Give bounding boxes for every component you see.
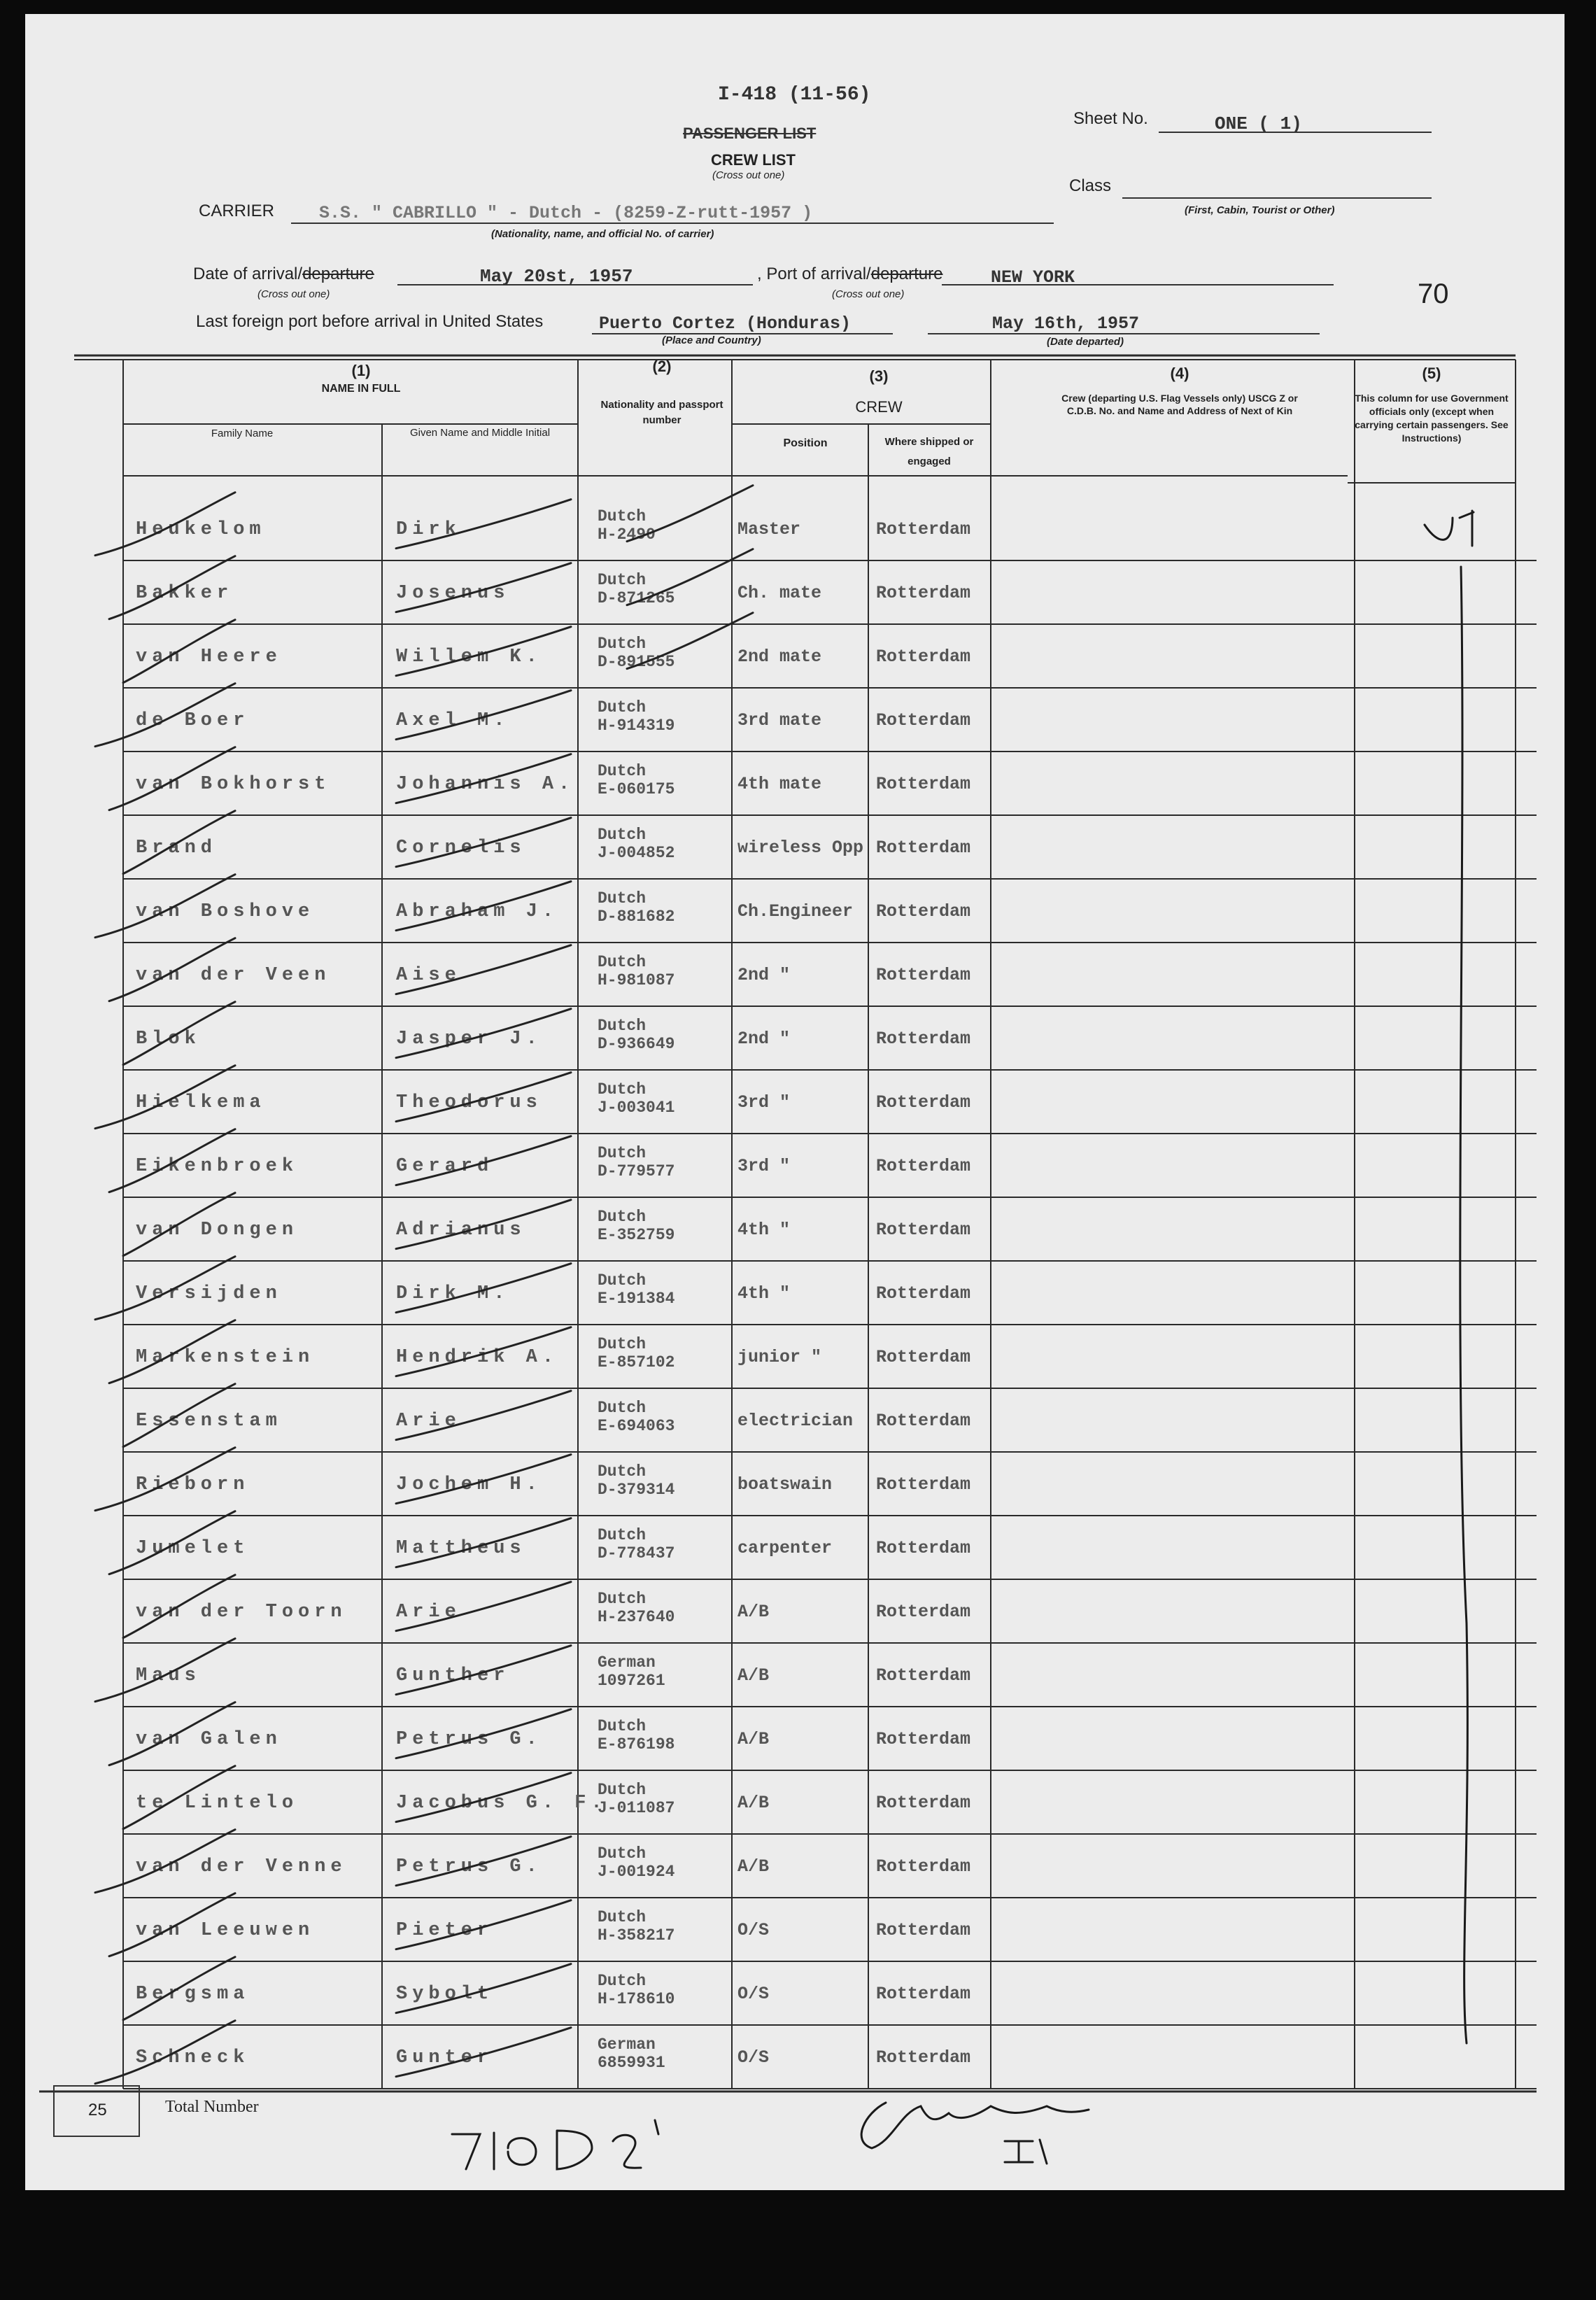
passport-number: D-871265 [598, 589, 675, 607]
check-mark [123, 1002, 235, 1065]
arrival-port-hint: (Cross out one) [832, 288, 905, 300]
given-name: Arie [396, 1411, 461, 1432]
shipped-at: Rotterdam [876, 710, 971, 731]
crew-position: 3rd " [737, 1092, 791, 1113]
crew-position: O/S [737, 2047, 770, 2068]
position-header: Position [783, 437, 828, 449]
check-mark [396, 2028, 571, 2077]
nationality: Dutch [598, 762, 647, 780]
shipped-at: Rotterdam [876, 1092, 971, 1113]
family-name: Markenstein [136, 1347, 315, 1368]
total-notation [452, 2120, 658, 2169]
col2-title: Nationality and passport number [600, 399, 723, 426]
given-name-header: Given Name and Middle Initial [409, 427, 551, 439]
shipped-at: Rotterdam [876, 1538, 971, 1558]
check-mark [123, 1957, 235, 2020]
shipped-at: Rotterdam [876, 1920, 971, 1940]
signature [861, 2103, 1089, 2164]
family-name: de Boer [136, 710, 250, 731]
check-mark [396, 627, 571, 676]
col2-number: (2) [652, 358, 672, 375]
family-name: van Leeuwen [136, 1920, 315, 1941]
shipped-at: Rotterdam [876, 1347, 971, 1367]
given-name: Dirk [396, 519, 461, 540]
shipped-at: Rotterdam [876, 647, 971, 667]
family-name: te Lintelo [136, 1793, 299, 1814]
passport-number: J-004852 [598, 844, 675, 862]
passport-number: H-178610 [598, 1990, 675, 2008]
check-mark [396, 1773, 571, 1822]
nationality: Dutch [598, 698, 647, 717]
crew-position: boatswain [737, 1474, 833, 1495]
given-name: Dirk M. [396, 1283, 510, 1304]
passport-number: H-914319 [598, 717, 675, 735]
check-mark [95, 1639, 235, 1702]
check-mark [396, 754, 571, 803]
list-cross-out-hint: (Cross out one) [712, 169, 785, 181]
class-hint: (First, Cabin, Tourist or Other) [1185, 204, 1335, 216]
check-mark [109, 1893, 235, 1956]
family-name: Maus [136, 1665, 201, 1686]
family-name: van Boshove [136, 901, 315, 922]
crew-position: A/B [737, 1856, 770, 1877]
given-name: Abraham J. [396, 901, 559, 922]
crew-position: 2nd mate [737, 647, 822, 667]
crew-position: 4th " [737, 1220, 791, 1240]
col5-title: This column for use Government officials only (except when carrying certain passengers. See Instructions) [1355, 393, 1509, 444]
last-port-hint: (Place and Country) [662, 334, 761, 346]
nationality: German [598, 2036, 656, 2054]
check-mark [396, 882, 571, 931]
check-mark [95, 875, 235, 938]
crew-position: A/B [737, 1729, 770, 1749]
passport-number: E-191384 [598, 1290, 675, 1308]
given-name: Cornelis [396, 838, 526, 859]
nationality: Dutch [598, 507, 647, 525]
passport-number: E-060175 [598, 780, 675, 798]
check-mark [396, 1136, 571, 1185]
arrival-date-value: May 20st, 1957 [480, 266, 633, 287]
official-column-marks [1425, 511, 1474, 2043]
nationality: Dutch [598, 1781, 647, 1799]
shipped-at: Rotterdam [876, 2047, 971, 2068]
nationality: Dutch [598, 1462, 647, 1481]
check-mark [396, 1200, 571, 1249]
col1-title: NAME IN FULL [321, 383, 401, 395]
shipped-at: Rotterdam [876, 1474, 971, 1495]
family-name: Heukelom [136, 519, 266, 540]
crew-position: 3rd mate [737, 710, 822, 731]
arrival-port-label: , Port of arrival/departure [757, 264, 943, 283]
given-name: Willem K. [396, 647, 542, 668]
family-name: van Heere [136, 647, 282, 668]
check-mark [123, 1193, 235, 1256]
passport-number: D-936649 [598, 1035, 675, 1053]
given-name: Petrus G. [396, 1856, 542, 1877]
family-name: Brand [136, 838, 218, 859]
check-mark [627, 549, 753, 605]
carrier-label: CARRIER [199, 202, 275, 220]
check-mark [123, 1575, 235, 1638]
nationality: German [598, 1653, 656, 1672]
check-mark [396, 1455, 571, 1504]
check-mark [396, 1837, 571, 1886]
shipped-at: Rotterdam [876, 1283, 971, 1304]
form-number: I-418 (11-56) [718, 84, 871, 106]
check-mark [396, 1264, 571, 1313]
passport-number: E-694063 [598, 1417, 675, 1435]
passenger-list-label: PASSENGER LIST [683, 125, 817, 142]
shipped-at: Rotterdam [876, 774, 971, 794]
crew-position: electrician [737, 1411, 854, 1431]
passport-number: H-981087 [598, 971, 675, 989]
check-mark [396, 500, 571, 549]
shipped-at: Rotterdam [876, 1602, 971, 1622]
check-mark [123, 620, 235, 683]
check-mark [123, 1384, 235, 1447]
check-mark [396, 1709, 571, 1758]
nationality: Dutch [598, 953, 647, 971]
shipped-at: Rotterdam [876, 1729, 971, 1749]
check-mark [396, 1964, 571, 2013]
carrier-hint: (Nationality, name, and official No. of carrier) [491, 228, 714, 240]
crew-position: wireless Opp [737, 838, 864, 858]
nationality: Dutch [598, 1717, 647, 1735]
shipped-at: Rotterdam [876, 901, 971, 922]
col4-number: (4) [1170, 365, 1189, 382]
shipped-at: Rotterdam [876, 1984, 971, 2004]
family-name-header: Family Name [211, 428, 274, 439]
nationality: Dutch [598, 826, 647, 844]
family-name: Bergsma [136, 1984, 250, 2005]
passport-number: D-881682 [598, 908, 675, 926]
shipped-at: Rotterdam [876, 1665, 971, 1686]
check-mark [109, 1129, 235, 1192]
given-name: Gerard [396, 1156, 494, 1177]
check-mark [396, 818, 571, 867]
passport-number: H-2490 [598, 525, 656, 544]
check-mark [95, 1257, 235, 1320]
sheet-value: ONE ( 1) [1215, 113, 1302, 134]
check-mark [627, 486, 753, 542]
check-mark [396, 1391, 571, 1440]
carrier-value: S.S. " CABRILLO " - Dutch - (8259-Z-rutt-1957 ) [319, 203, 813, 223]
check-mark [396, 1518, 571, 1567]
check-mark [109, 938, 235, 1001]
shipped-at: Rotterdam [876, 583, 971, 603]
given-name: Aise [396, 965, 461, 986]
check-mark [95, 684, 235, 747]
nationality: Dutch [598, 1144, 647, 1162]
shipped-at: Rotterdam [876, 1856, 971, 1877]
col1-number: (1) [351, 362, 371, 379]
nationality: Dutch [598, 1908, 647, 1926]
crew-position: A/B [737, 1793, 770, 1813]
check-mark [627, 613, 753, 669]
given-name: Arie [396, 1602, 461, 1623]
check-mark [123, 1766, 235, 1829]
nationality: Dutch [598, 635, 647, 653]
check-mark [95, 1448, 235, 1511]
shipped-at: Rotterdam [876, 1793, 971, 1813]
family-name: Schneck [136, 2047, 250, 2068]
family-name: Hielkema [136, 1092, 266, 1113]
departed-hint: (Date departed) [1047, 336, 1124, 348]
given-name: Axel M. [396, 710, 510, 731]
arrival-port-value: NEW YORK [991, 267, 1075, 288]
family-name: van Bokhorst [136, 774, 331, 795]
check-mark [109, 1702, 235, 1765]
shipped-at: Rotterdam [876, 838, 971, 858]
nationality: Dutch [598, 889, 647, 908]
last-port-label: Last foreign port before arrival in United States [196, 312, 544, 331]
check-mark [396, 1646, 571, 1695]
crew-position: O/S [737, 1920, 770, 1940]
total-value: 25 [88, 2101, 107, 2119]
col4-title: Crew (departing U.S. Flag Vessels only) USCG Z or C.D.B. No. and Name and Address of Next of Kin [1061, 393, 1298, 416]
family-name: Rieborn [136, 1474, 250, 1495]
nationality: Dutch [598, 1017, 647, 1035]
shipped-at: Rotterdam [876, 1220, 971, 1240]
col5-number: (5) [1422, 365, 1441, 382]
col3-title: CREW [855, 398, 903, 416]
last-port-value: Puerto Cortez (Honduras) [599, 313, 852, 334]
passport-number: D-779577 [598, 1162, 675, 1180]
family-name: Eikenbroek [136, 1156, 299, 1177]
class-label: Class [1069, 176, 1112, 195]
family-name: van der Toorn [136, 1602, 347, 1623]
passport-number: D-379314 [598, 1481, 675, 1499]
crew-position: Ch.Engineer [737, 901, 854, 922]
check-mark [396, 945, 571, 994]
passport-number: D-891555 [598, 653, 675, 671]
given-name: Jochem H. [396, 1474, 542, 1495]
col3-number: (3) [869, 367, 889, 385]
nationality: Dutch [598, 1972, 647, 1990]
given-name: Jacobus G. F. [396, 1793, 607, 1814]
passport-number: 6859931 [598, 2054, 665, 2072]
nationality: Dutch [598, 1590, 647, 1608]
document-page [25, 14, 1565, 2190]
arrival-date-label: Date of arrival/departure [193, 264, 374, 283]
shipped-at: Rotterdam [876, 519, 971, 539]
check-mark [123, 811, 235, 874]
nationality: Dutch [598, 571, 647, 589]
given-name: Mattheus [396, 1538, 526, 1559]
passport-number: E-876198 [598, 1735, 675, 1754]
crew-position: O/S [737, 1984, 770, 2004]
passport-number: E-352759 [598, 1226, 675, 1244]
check-mark [109, 747, 235, 810]
passport-number: J-003041 [598, 1099, 675, 1117]
given-name: Sybolt [396, 1984, 494, 2005]
given-name: Theodorus [396, 1092, 542, 1113]
check-mark [109, 556, 235, 619]
given-name: Gunter [396, 2047, 494, 2068]
passport-number: D-778437 [598, 1544, 675, 1562]
nationality: Dutch [598, 1080, 647, 1099]
passport-number: J-001924 [598, 1863, 675, 1881]
family-name: Bakker [136, 583, 234, 604]
shipped-at: Rotterdam [876, 965, 971, 985]
nationality: Dutch [598, 1399, 647, 1417]
given-name: Petrus G. [396, 1729, 542, 1750]
check-mark [396, 1327, 571, 1376]
arrival-date-hint: (Cross out one) [257, 288, 330, 300]
shipped-at: Rotterdam [876, 1029, 971, 1049]
crew-position: A/B [737, 1665, 770, 1686]
family-name: Versijden [136, 1283, 282, 1304]
nationality: Dutch [598, 1208, 647, 1226]
crew-position: Master [737, 519, 801, 539]
family-name: van der Venne [136, 1856, 347, 1877]
family-name: Blok [136, 1029, 201, 1050]
check-mark [109, 1511, 235, 1574]
family-name: van Dongen [136, 1220, 299, 1241]
where-header: Where shipped or engaged [884, 436, 974, 467]
page-number: 70 [1418, 278, 1449, 309]
given-name: Pieter [396, 1920, 494, 1941]
departed-value: May 16th, 1957 [992, 313, 1140, 334]
check-mark [396, 1009, 571, 1058]
nationality: Dutch [598, 1335, 647, 1353]
crew-position: A/B [737, 1602, 770, 1622]
crew-position: 2nd " [737, 1029, 791, 1049]
crew-position: Ch. mate [737, 583, 822, 603]
passport-number: J-011087 [598, 1799, 675, 1817]
passport-number: H-358217 [598, 1926, 675, 1945]
crew-position: junior " [737, 1347, 822, 1367]
nationality: Dutch [598, 1844, 647, 1863]
check-mark [95, 493, 235, 556]
total-box [53, 2085, 140, 2137]
check-mark [396, 1073, 571, 1122]
total-label: Total Number [165, 2098, 259, 2116]
given-name: Gunther [396, 1665, 510, 1686]
check-mark [396, 691, 571, 740]
given-name: Johannis A. [396, 774, 575, 795]
shipped-at: Rotterdam [876, 1411, 971, 1431]
nationality: Dutch [598, 1526, 647, 1544]
shipped-at: Rotterdam [876, 1156, 971, 1176]
crew-position: 4th mate [737, 774, 822, 794]
given-name: Hendrik A. [396, 1347, 559, 1368]
check-mark [109, 1320, 235, 1383]
check-mark [396, 1900, 571, 1949]
family-name: Jumelet [136, 1538, 250, 1559]
family-name: van Galen [136, 1729, 282, 1750]
given-name: Adrianus [396, 1220, 526, 1241]
crew-position: carpenter [737, 1538, 833, 1558]
family-name: van der Veen [136, 965, 331, 986]
given-name: Josenus [396, 583, 510, 604]
check-mark [95, 1066, 235, 1129]
passport-number: E-857102 [598, 1353, 675, 1371]
handwritten-marks [25, 14, 1565, 2190]
crew-list-label: CREW LIST [711, 151, 796, 169]
check-mark [396, 1582, 571, 1631]
crew-position: 4th " [737, 1283, 791, 1304]
nationality: Dutch [598, 1271, 647, 1290]
given-name: Jasper J. [396, 1029, 542, 1050]
crew-position: 2nd " [737, 965, 791, 985]
family-name: Essenstam [136, 1411, 282, 1432]
sheet-label: Sheet No. [1073, 109, 1148, 128]
passport-number: H-237640 [598, 1608, 675, 1626]
passport-number: 1097261 [598, 1672, 665, 1690]
crew-position: 3rd " [737, 1156, 791, 1176]
check-mark [95, 2021, 235, 2084]
check-mark [396, 563, 571, 612]
check-mark [95, 1830, 235, 1893]
